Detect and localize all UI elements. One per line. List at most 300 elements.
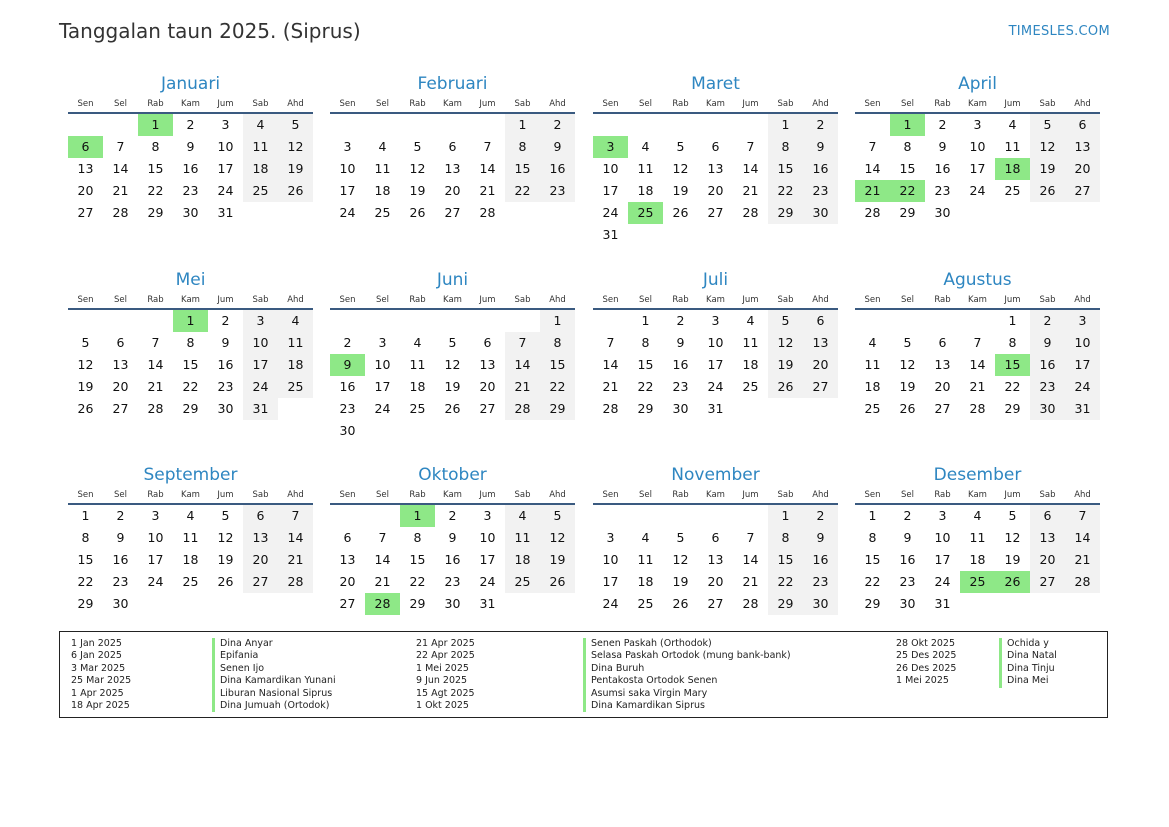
day-cell[interactable]: 9 bbox=[116, 530, 125, 545]
day-cell[interactable]: 3 bbox=[221, 117, 230, 132]
day-cell[interactable]: 4 bbox=[413, 335, 422, 350]
day-cell[interactable]: 4 bbox=[973, 508, 982, 523]
day-cell[interactable]: 2 bbox=[676, 313, 685, 328]
day-cell[interactable]: 25 bbox=[278, 376, 313, 398]
day-cell[interactable]: 12 bbox=[672, 161, 689, 176]
day-cell[interactable]: 18 bbox=[637, 574, 654, 589]
brand-link[interactable]: TIMESLES.COM bbox=[1008, 24, 1110, 39]
day-cell[interactable]: 12 bbox=[444, 357, 461, 372]
day-cell[interactable]: 30 bbox=[217, 401, 234, 416]
day-cell[interactable]: 26 bbox=[217, 574, 234, 589]
day-cell[interactable]: 29 bbox=[768, 593, 803, 615]
day-cell[interactable]: 12 bbox=[899, 357, 916, 372]
day-cell[interactable]: 22 bbox=[637, 379, 654, 394]
day-cell[interactable]: 23 bbox=[803, 180, 838, 202]
day-cell[interactable]: 16 bbox=[182, 161, 199, 176]
day-cell[interactable]: 1 bbox=[768, 114, 803, 136]
day-cell[interactable]: 12 bbox=[540, 527, 575, 549]
day-cell[interactable]: 8 bbox=[186, 335, 195, 350]
day-cell[interactable]: 23 bbox=[1030, 376, 1065, 398]
day-cell[interactable]: 16 bbox=[1030, 354, 1065, 376]
day-cell[interactable]: 24 bbox=[934, 574, 951, 589]
day-cell[interactable]: 17 bbox=[147, 552, 164, 567]
day-cell[interactable]: 3 bbox=[1065, 310, 1100, 332]
day-cell[interactable]: 15 bbox=[768, 549, 803, 571]
day-cell[interactable]: 9 bbox=[676, 335, 685, 350]
day-cell[interactable]: 9 bbox=[186, 139, 195, 154]
day-cell[interactable]: 20 bbox=[339, 574, 356, 589]
day-cell[interactable]: 28 bbox=[864, 205, 881, 220]
day-cell[interactable]: 22 bbox=[147, 183, 164, 198]
day-cell[interactable]: 9 bbox=[803, 527, 838, 549]
day-cell[interactable]: 13 bbox=[1065, 136, 1100, 158]
day-cell[interactable]: 16 bbox=[444, 552, 461, 567]
day-cell[interactable]: 28 bbox=[147, 401, 164, 416]
day-cell[interactable]: 23 bbox=[217, 379, 234, 394]
day-cell[interactable]: 30 bbox=[899, 596, 916, 611]
day-cell[interactable]: 19 bbox=[768, 354, 803, 376]
day-cell[interactable]: 29 bbox=[899, 205, 916, 220]
day-cell[interactable]: 3 bbox=[606, 530, 615, 545]
day-cell[interactable]: 30 bbox=[444, 596, 461, 611]
day-cell[interactable]: 19 bbox=[444, 379, 461, 394]
day-cell[interactable]: 10 bbox=[707, 335, 724, 350]
day-cell[interactable]: 2 bbox=[803, 114, 838, 136]
day-cell[interactable]: 3 bbox=[151, 508, 160, 523]
day-cell[interactable]: 5 bbox=[448, 335, 457, 350]
day-cell[interactable]: 21 bbox=[112, 183, 129, 198]
day-cell[interactable]: 15 bbox=[768, 158, 803, 180]
day-cell[interactable]: 12 bbox=[278, 136, 313, 158]
day-cell[interactable]: 14 bbox=[479, 161, 496, 176]
day-cell[interactable]: 14 bbox=[112, 161, 129, 176]
day-cell[interactable]: 25 bbox=[742, 379, 759, 394]
day-cell[interactable]: 4 bbox=[641, 139, 650, 154]
day-cell[interactable]: 2 bbox=[803, 505, 838, 527]
day-cell[interactable]: 14 bbox=[742, 161, 759, 176]
day-cell[interactable]: 23 bbox=[934, 183, 951, 198]
day-cell[interactable]: 18 bbox=[742, 357, 759, 372]
day-cell[interactable]: 13 bbox=[339, 552, 356, 567]
day-cell[interactable]: 12 bbox=[768, 332, 803, 354]
day-cell[interactable]: 4 bbox=[868, 335, 877, 350]
day-cell[interactable]: 29 bbox=[637, 401, 654, 416]
day-cell[interactable]: 15 bbox=[409, 552, 426, 567]
day-cell[interactable]: 27 bbox=[707, 205, 724, 220]
day-cell[interactable]: 30 bbox=[339, 423, 356, 438]
day-cell[interactable]: 18 bbox=[182, 552, 199, 567]
day-cell[interactable]: 20 bbox=[1065, 158, 1100, 180]
day-cell[interactable]: 26 bbox=[672, 205, 689, 220]
day-cell[interactable]: 4 bbox=[1008, 117, 1017, 132]
day-cell[interactable]: 21 bbox=[278, 549, 313, 571]
day-cell[interactable]: 15 bbox=[899, 161, 916, 176]
day-cell[interactable]: 14 bbox=[147, 357, 164, 372]
day-cell[interactable]: 15 bbox=[637, 357, 654, 372]
day-cell[interactable]: 11 bbox=[637, 552, 654, 567]
day-cell[interactable]: 31 bbox=[217, 205, 234, 220]
day-cell[interactable]: 7 bbox=[1065, 505, 1100, 527]
day-cell[interactable]: 18 bbox=[505, 549, 540, 571]
day-cell[interactable]: 14 bbox=[374, 552, 391, 567]
day-cell[interactable]: 11 bbox=[182, 530, 199, 545]
day-cell[interactable]: 20 bbox=[803, 354, 838, 376]
day-cell[interactable]: 5 bbox=[1030, 114, 1065, 136]
day-cell[interactable]: 13 bbox=[77, 161, 94, 176]
day-cell[interactable]: 19 bbox=[672, 574, 689, 589]
day-cell[interactable]: 24 bbox=[479, 574, 496, 589]
day-cell[interactable]: 22 bbox=[409, 574, 426, 589]
day-cell[interactable]: 3 bbox=[483, 508, 492, 523]
day-cell[interactable]: 17 bbox=[217, 161, 234, 176]
day-cell[interactable]: 23 bbox=[803, 571, 838, 593]
day-cell[interactable]: 27 bbox=[1030, 571, 1065, 593]
day-cell[interactable]: 8 bbox=[505, 136, 540, 158]
day-cell[interactable]: 7 bbox=[606, 335, 615, 350]
holiday-day-cell[interactable]: 1 bbox=[890, 114, 925, 136]
day-cell[interactable]: 15 bbox=[182, 357, 199, 372]
day-cell[interactable]: 28 bbox=[602, 401, 619, 416]
day-cell[interactable]: 8 bbox=[81, 530, 90, 545]
day-cell[interactable]: 7 bbox=[278, 505, 313, 527]
day-cell[interactable]: 23 bbox=[899, 574, 916, 589]
day-cell[interactable]: 11 bbox=[864, 357, 881, 372]
day-cell[interactable]: 14 bbox=[742, 552, 759, 567]
day-cell[interactable]: 15 bbox=[864, 552, 881, 567]
day-cell[interactable]: 11 bbox=[374, 161, 391, 176]
day-cell[interactable]: 14 bbox=[278, 527, 313, 549]
day-cell[interactable]: 23 bbox=[339, 401, 356, 416]
day-cell[interactable]: 15 bbox=[77, 552, 94, 567]
day-cell[interactable]: 11 bbox=[505, 527, 540, 549]
day-cell[interactable]: 10 bbox=[243, 332, 278, 354]
day-cell[interactable]: 17 bbox=[707, 357, 724, 372]
day-cell[interactable]: 30 bbox=[672, 401, 689, 416]
day-cell[interactable]: 7 bbox=[378, 530, 387, 545]
day-cell[interactable]: 10 bbox=[1065, 332, 1100, 354]
day-cell[interactable]: 16 bbox=[803, 158, 838, 180]
day-cell[interactable]: 7 bbox=[973, 335, 982, 350]
day-cell[interactable]: 16 bbox=[672, 357, 689, 372]
day-cell[interactable]: 21 bbox=[479, 183, 496, 198]
day-cell[interactable]: 12 bbox=[77, 357, 94, 372]
day-cell[interactable]: 31 bbox=[479, 596, 496, 611]
day-cell[interactable]: 2 bbox=[186, 117, 195, 132]
day-cell[interactable]: 28 bbox=[505, 398, 540, 420]
day-cell[interactable]: 30 bbox=[182, 205, 199, 220]
holiday-day-cell[interactable]: 25 bbox=[628, 202, 663, 224]
day-cell[interactable]: 16 bbox=[803, 549, 838, 571]
day-cell[interactable]: 5 bbox=[676, 530, 685, 545]
day-cell[interactable]: 18 bbox=[969, 552, 986, 567]
day-cell[interactable]: 5 bbox=[413, 139, 422, 154]
day-cell[interactable]: 10 bbox=[602, 552, 619, 567]
day-cell[interactable]: 14 bbox=[1065, 527, 1100, 549]
day-cell[interactable]: 2 bbox=[448, 508, 457, 523]
day-cell[interactable]: 6 bbox=[938, 335, 947, 350]
day-cell[interactable]: 26 bbox=[540, 571, 575, 593]
holiday-day-cell[interactable]: 1 bbox=[138, 114, 173, 136]
day-cell[interactable]: 13 bbox=[707, 161, 724, 176]
day-cell[interactable]: 12 bbox=[217, 530, 234, 545]
day-cell[interactable]: 1 bbox=[868, 508, 877, 523]
day-cell[interactable]: 30 bbox=[112, 596, 129, 611]
day-cell[interactable]: 17 bbox=[602, 183, 619, 198]
day-cell[interactable]: 10 bbox=[479, 530, 496, 545]
day-cell[interactable]: 16 bbox=[899, 552, 916, 567]
day-cell[interactable]: 4 bbox=[243, 114, 278, 136]
day-cell[interactable]: 26 bbox=[278, 180, 313, 202]
day-cell[interactable]: 10 bbox=[374, 357, 391, 372]
day-cell[interactable]: 4 bbox=[378, 139, 387, 154]
holiday-day-cell[interactable]: 1 bbox=[173, 310, 208, 332]
day-cell[interactable]: 6 bbox=[711, 139, 720, 154]
day-cell[interactable]: 31 bbox=[1065, 398, 1100, 420]
day-cell[interactable]: 8 bbox=[641, 335, 650, 350]
holiday-day-cell[interactable]: 9 bbox=[330, 354, 365, 376]
day-cell[interactable]: 22 bbox=[768, 180, 803, 202]
day-cell[interactable]: 24 bbox=[707, 379, 724, 394]
day-cell[interactable]: 21 bbox=[602, 379, 619, 394]
day-cell[interactable]: 2 bbox=[116, 508, 125, 523]
day-cell[interactable]: 19 bbox=[1004, 552, 1021, 567]
day-cell[interactable]: 29 bbox=[768, 202, 803, 224]
day-cell[interactable]: 10 bbox=[147, 530, 164, 545]
day-cell[interactable]: 22 bbox=[505, 180, 540, 202]
day-cell[interactable]: 18 bbox=[243, 158, 278, 180]
day-cell[interactable]: 12 bbox=[672, 552, 689, 567]
day-cell[interactable]: 8 bbox=[151, 139, 160, 154]
day-cell[interactable]: 2 bbox=[1030, 310, 1065, 332]
day-cell[interactable]: 9 bbox=[803, 136, 838, 158]
day-cell[interactable]: 11 bbox=[243, 136, 278, 158]
holiday-day-cell[interactable]: 22 bbox=[890, 180, 925, 202]
day-cell[interactable]: 21 bbox=[1065, 549, 1100, 571]
day-cell[interactable]: 6 bbox=[448, 139, 457, 154]
day-cell[interactable]: 8 bbox=[768, 527, 803, 549]
day-cell[interactable]: 1 bbox=[768, 505, 803, 527]
day-cell[interactable]: 20 bbox=[934, 379, 951, 394]
holiday-day-cell[interactable]: 21 bbox=[855, 180, 890, 202]
day-cell[interactable]: 23 bbox=[672, 379, 689, 394]
day-cell[interactable]: 7 bbox=[868, 139, 877, 154]
day-cell[interactable]: 4 bbox=[746, 313, 755, 328]
day-cell[interactable]: 14 bbox=[864, 161, 881, 176]
day-cell[interactable]: 14 bbox=[505, 354, 540, 376]
day-cell[interactable]: 14 bbox=[969, 357, 986, 372]
day-cell[interactable]: 27 bbox=[707, 596, 724, 611]
day-cell[interactable]: 9 bbox=[448, 530, 457, 545]
day-cell[interactable]: 27 bbox=[1065, 180, 1100, 202]
day-cell[interactable]: 8 bbox=[540, 332, 575, 354]
day-cell[interactable]: 6 bbox=[483, 335, 492, 350]
day-cell[interactable]: 16 bbox=[540, 158, 575, 180]
day-cell[interactable]: 17 bbox=[934, 552, 951, 567]
day-cell[interactable]: 21 bbox=[505, 376, 540, 398]
day-cell[interactable]: 31 bbox=[707, 401, 724, 416]
day-cell[interactable]: 5 bbox=[278, 114, 313, 136]
day-cell[interactable]: 18 bbox=[278, 354, 313, 376]
day-cell[interactable]: 12 bbox=[1030, 136, 1065, 158]
day-cell[interactable]: 23 bbox=[182, 183, 199, 198]
day-cell[interactable]: 7 bbox=[746, 139, 755, 154]
day-cell[interactable]: 3 bbox=[343, 139, 352, 154]
day-cell[interactable]: 13 bbox=[243, 527, 278, 549]
day-cell[interactable]: 20 bbox=[77, 183, 94, 198]
day-cell[interactable]: 19 bbox=[217, 552, 234, 567]
day-cell[interactable]: 16 bbox=[934, 161, 951, 176]
day-cell[interactable]: 15 bbox=[505, 158, 540, 180]
day-cell[interactable]: 28 bbox=[479, 205, 496, 220]
day-cell[interactable]: 8 bbox=[413, 530, 422, 545]
day-cell[interactable]: 13 bbox=[934, 357, 951, 372]
day-cell[interactable]: 23 bbox=[112, 574, 129, 589]
day-cell[interactable]: 5 bbox=[540, 505, 575, 527]
day-cell[interactable]: 27 bbox=[112, 401, 129, 416]
day-cell[interactable]: 9 bbox=[221, 335, 230, 350]
day-cell[interactable]: 28 bbox=[278, 571, 313, 593]
day-cell[interactable]: 20 bbox=[707, 183, 724, 198]
day-cell[interactable]: 26 bbox=[672, 596, 689, 611]
day-cell[interactable]: 26 bbox=[409, 205, 426, 220]
holiday-day-cell[interactable]: 25 bbox=[960, 571, 995, 593]
day-cell[interactable]: 19 bbox=[1030, 158, 1065, 180]
day-cell[interactable]: 16 bbox=[217, 357, 234, 372]
day-cell[interactable]: 21 bbox=[742, 574, 759, 589]
day-cell[interactable]: 10 bbox=[934, 530, 951, 545]
day-cell[interactable]: 24 bbox=[1065, 376, 1100, 398]
day-cell[interactable]: 7 bbox=[151, 335, 160, 350]
day-cell[interactable]: 7 bbox=[505, 332, 540, 354]
day-cell[interactable]: 3 bbox=[378, 335, 387, 350]
day-cell[interactable]: 1 bbox=[81, 508, 90, 523]
day-cell[interactable]: 22 bbox=[864, 574, 881, 589]
day-cell[interactable]: 25 bbox=[864, 401, 881, 416]
day-cell[interactable]: 5 bbox=[1008, 508, 1017, 523]
day-cell[interactable]: 24 bbox=[374, 401, 391, 416]
day-cell[interactable]: 1 bbox=[641, 313, 650, 328]
day-cell[interactable]: 6 bbox=[343, 530, 352, 545]
holiday-day-cell[interactable]: 1 bbox=[400, 505, 435, 527]
day-cell[interactable]: 19 bbox=[278, 158, 313, 180]
day-cell[interactable]: 10 bbox=[602, 161, 619, 176]
day-cell[interactable]: 23 bbox=[540, 180, 575, 202]
day-cell[interactable]: 31 bbox=[602, 227, 619, 242]
day-cell[interactable]: 30 bbox=[803, 593, 838, 615]
day-cell[interactable]: 27 bbox=[77, 205, 94, 220]
day-cell[interactable]: 22 bbox=[182, 379, 199, 394]
day-cell[interactable]: 19 bbox=[77, 379, 94, 394]
day-cell[interactable]: 1 bbox=[505, 114, 540, 136]
day-cell[interactable]: 18 bbox=[637, 183, 654, 198]
day-cell[interactable]: 17 bbox=[1065, 354, 1100, 376]
day-cell[interactable]: 2 bbox=[221, 313, 230, 328]
day-cell[interactable]: 29 bbox=[409, 596, 426, 611]
day-cell[interactable]: 26 bbox=[77, 401, 94, 416]
day-cell[interactable]: 29 bbox=[540, 398, 575, 420]
day-cell[interactable]: 4 bbox=[505, 505, 540, 527]
holiday-day-cell[interactable]: 6 bbox=[68, 136, 103, 158]
day-cell[interactable]: 26 bbox=[899, 401, 916, 416]
day-cell[interactable]: 21 bbox=[147, 379, 164, 394]
day-cell[interactable]: 18 bbox=[409, 379, 426, 394]
day-cell[interactable]: 4 bbox=[278, 310, 313, 332]
day-cell[interactable]: 17 bbox=[479, 552, 496, 567]
day-cell[interactable]: 5 bbox=[81, 335, 90, 350]
day-cell[interactable]: 12 bbox=[409, 161, 426, 176]
day-cell[interactable]: 19 bbox=[540, 549, 575, 571]
day-cell[interactable]: 2 bbox=[903, 508, 912, 523]
day-cell[interactable]: 11 bbox=[1004, 139, 1021, 154]
day-cell[interactable]: 25 bbox=[243, 180, 278, 202]
day-cell[interactable]: 6 bbox=[711, 530, 720, 545]
day-cell[interactable]: 10 bbox=[217, 139, 234, 154]
day-cell[interactable]: 9 bbox=[540, 136, 575, 158]
holiday-day-cell[interactable]: 28 bbox=[365, 593, 400, 615]
day-cell[interactable]: 25 bbox=[505, 571, 540, 593]
day-cell[interactable]: 5 bbox=[768, 310, 803, 332]
day-cell[interactable]: 15 bbox=[540, 354, 575, 376]
day-cell[interactable]: 27 bbox=[479, 401, 496, 416]
day-cell[interactable]: 27 bbox=[934, 401, 951, 416]
day-cell[interactable]: 22 bbox=[77, 574, 94, 589]
day-cell[interactable]: 17 bbox=[969, 161, 986, 176]
day-cell[interactable]: 26 bbox=[1030, 180, 1065, 202]
day-cell[interactable]: 25 bbox=[1004, 183, 1021, 198]
day-cell[interactable]: 17 bbox=[339, 183, 356, 198]
day-cell[interactable]: 4 bbox=[186, 508, 195, 523]
day-cell[interactable]: 21 bbox=[742, 183, 759, 198]
day-cell[interactable]: 8 bbox=[903, 139, 912, 154]
day-cell[interactable]: 31 bbox=[934, 596, 951, 611]
day-cell[interactable]: 25 bbox=[374, 205, 391, 220]
day-cell[interactable]: 19 bbox=[899, 379, 916, 394]
holiday-day-cell[interactable]: 3 bbox=[593, 136, 628, 158]
day-cell[interactable]: 22 bbox=[1004, 379, 1021, 394]
day-cell[interactable]: 29 bbox=[77, 596, 94, 611]
day-cell[interactable]: 24 bbox=[339, 205, 356, 220]
day-cell[interactable]: 22 bbox=[768, 571, 803, 593]
day-cell[interactable]: 7 bbox=[483, 139, 492, 154]
day-cell[interactable]: 6 bbox=[116, 335, 125, 350]
day-cell[interactable]: 24 bbox=[602, 205, 619, 220]
day-cell[interactable]: 9 bbox=[1030, 332, 1065, 354]
day-cell[interactable]: 29 bbox=[864, 596, 881, 611]
day-cell[interactable]: 2 bbox=[343, 335, 352, 350]
day-cell[interactable]: 6 bbox=[1030, 505, 1065, 527]
day-cell[interactable]: 20 bbox=[243, 549, 278, 571]
day-cell[interactable]: 7 bbox=[116, 139, 125, 154]
day-cell[interactable]: 18 bbox=[864, 379, 881, 394]
day-cell[interactable]: 30 bbox=[934, 205, 951, 220]
day-cell[interactable]: 26 bbox=[768, 376, 803, 398]
day-cell[interactable]: 5 bbox=[676, 139, 685, 154]
day-cell[interactable]: 14 bbox=[602, 357, 619, 372]
day-cell[interactable]: 13 bbox=[707, 552, 724, 567]
day-cell[interactable]: 3 bbox=[711, 313, 720, 328]
day-cell[interactable]: 11 bbox=[278, 332, 313, 354]
holiday-day-cell[interactable]: 18 bbox=[995, 158, 1030, 180]
day-cell[interactable]: 11 bbox=[409, 357, 426, 372]
day-cell[interactable]: 16 bbox=[339, 379, 356, 394]
day-cell[interactable]: 28 bbox=[112, 205, 129, 220]
day-cell[interactable]: 31 bbox=[243, 398, 278, 420]
holiday-day-cell[interactable]: 15 bbox=[995, 354, 1030, 376]
day-cell[interactable]: 19 bbox=[672, 183, 689, 198]
day-cell[interactable]: 21 bbox=[374, 574, 391, 589]
day-cell[interactable]: 29 bbox=[147, 205, 164, 220]
day-cell[interactable]: 1 bbox=[1008, 313, 1017, 328]
